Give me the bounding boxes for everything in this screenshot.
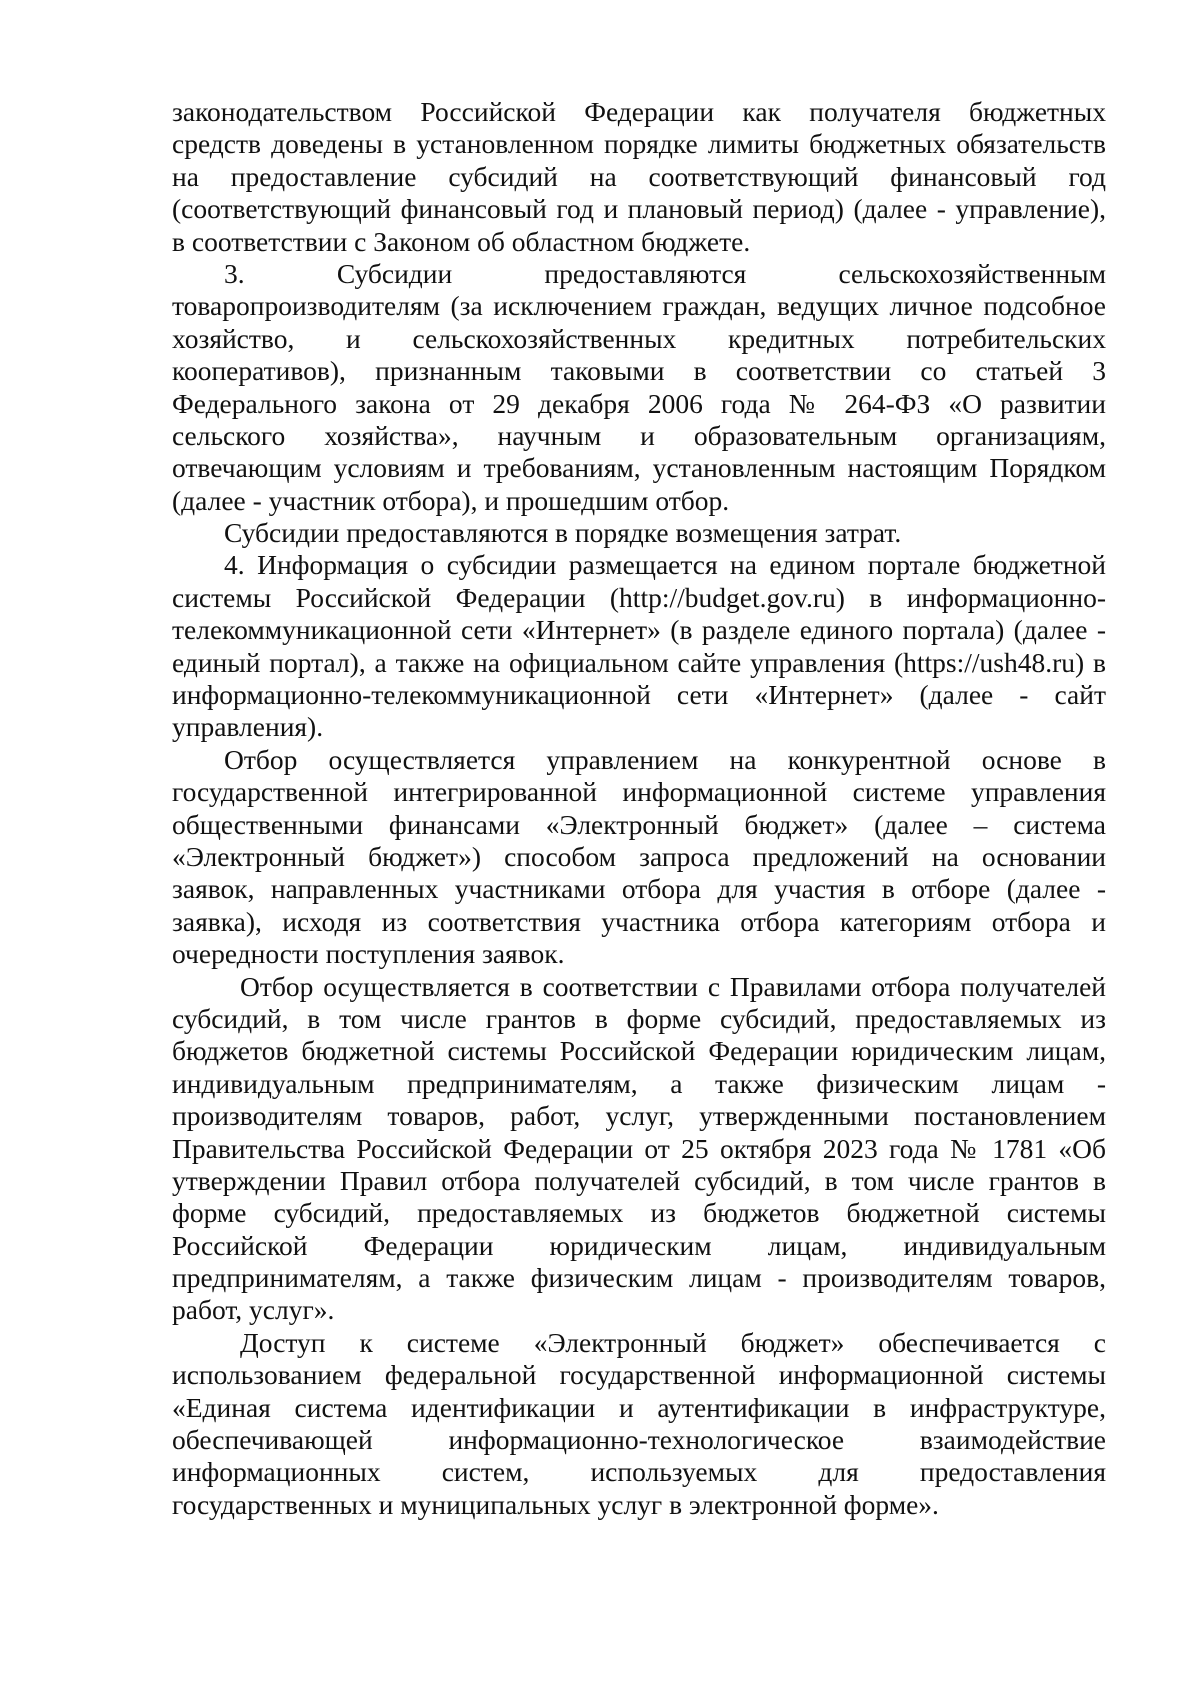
paragraph xyxy=(172,258,1106,517)
text-line: информационных систем, используемых для предоставления xyxy=(172,1456,1106,1488)
paragraph xyxy=(172,549,1106,743)
text-line: общественными финансами «Электронный бюджет» (далее – система xyxy=(172,808,1106,840)
text-line: обеспечивающей информационно-технологическое взаимодействие xyxy=(172,1424,1106,1456)
text-line: государственных и муниципальных услуг в электронной форме». xyxy=(172,1488,939,1520)
paragraph xyxy=(172,971,1106,1327)
text-line: Российской Федерации юридическим лицам, индивидуальным xyxy=(172,1229,1106,1261)
text-line: предпринимателям, а также физическим лицам - производителям товаров, xyxy=(172,1262,1106,1294)
text-line: заявок, направленных участниками отбора для участия в отборе (далее - xyxy=(172,873,1106,905)
text-line: единый портал), а также на официальном сайте управления (https://ush48.ru) в xyxy=(172,646,1106,678)
text-line: Правительства Российской Федерации от 25 октября 2023 года № 1781 «Об xyxy=(172,1132,1106,1164)
text-line: товаропроизводителям (за исключением граждан, ведущих личное подсобное xyxy=(172,290,1106,322)
text-line: «Электронный бюджет») способом запроса предложений на основании xyxy=(172,840,1106,872)
text-line: форме субсидий, предоставляемых из бюджетов бюджетной системы xyxy=(172,1197,1106,1229)
text-line: Доступ к системе «Электронный бюджет» обеспечивается с xyxy=(240,1326,1106,1358)
paragraph xyxy=(172,744,1106,971)
text-line: телекоммуникационной сети «Интернет» (в разделе единого портала) (далее - xyxy=(172,614,1106,646)
paragraph xyxy=(172,1327,1106,1521)
text-line: сельского хозяйства», научным и образовательным организациям, xyxy=(172,419,1106,451)
text-line: государственной интегрированной информационной системе управления xyxy=(172,776,1106,808)
paragraph xyxy=(172,517,1106,549)
text-line: кооперативов), признанным таковыми в соответствии со статьей 3 xyxy=(172,355,1106,387)
text-line: на предоставление субсидий на соответствующий финансовый год xyxy=(172,160,1106,192)
text-line: системы Российской Федерации (http://budget.gov.ru) в информационно- xyxy=(172,581,1106,613)
text-line: 3. Субсидии предоставляются сельскохозяйственным xyxy=(224,257,1106,289)
paragraph xyxy=(172,96,1106,258)
text-line: отвечающим условиям и требованиям, установленным настоящим Порядком xyxy=(172,452,1106,484)
text-line: управления). xyxy=(172,711,324,743)
text-line: очередности поступления заявок. xyxy=(172,938,565,970)
text-line: утверждении Правил отбора получателей субсидий, в том числе грантов в xyxy=(172,1164,1106,1196)
text-line: Федерального закона от 29 декабря 2006 года № 264-ФЗ «О развитии xyxy=(172,387,1106,419)
text-line: работ, услуг». xyxy=(172,1294,335,1326)
text-line: законодательством Российской Федерации как получателя бюджетных xyxy=(172,96,1106,127)
text-line: Отбор осуществляется в соответствии с Правилами отбора получателей xyxy=(240,970,1106,1002)
document-body xyxy=(172,96,1106,1521)
text-line: хозяйство, и сельскохозяйственных кредитных потребительских xyxy=(172,322,1106,354)
text-line: заявка), исходя из соответствия участника отбора категориям отбора и xyxy=(172,905,1106,937)
text-line: Субсидии предоставляются в порядке возмещения затрат. xyxy=(224,517,902,549)
text-line: бюджетов бюджетной системы Российской Федерации юридическим лицам, xyxy=(172,1035,1106,1067)
text-line: информационно-телекоммуникационной сети «Интернет» (далее - сайт xyxy=(172,679,1106,711)
text-line: использованием федеральной государственной информационной системы xyxy=(172,1359,1106,1391)
text-line: (далее - участник отбора), и прошедшим отбор. xyxy=(172,484,730,516)
text-line: 4. Информация о субсидии размещается на едином портале бюджетной xyxy=(224,549,1106,581)
text-line: субсидий, в том числе грантов в форме субсидий, предоставляемых из xyxy=(172,1002,1106,1034)
text-line: Отбор осуществляется управлением на конкурентной основе в xyxy=(224,743,1106,775)
text-line: в соответствии с Законом об областном бюджете. xyxy=(172,225,751,257)
text-line: (соответствующий финансовый год и плановый период) (далее - управление), xyxy=(172,193,1106,225)
text-line: индивидуальным предпринимателям, а также физическим лицам - xyxy=(172,1067,1106,1099)
text-line: «Единая система идентификации и аутентификации в инфраструктуре, xyxy=(172,1391,1106,1423)
text-line: производителям товаров, работ, услуг, утвержденными постановлением xyxy=(172,1100,1106,1132)
text-line: средств доведены в установленном порядке лимиты бюджетных обязательств xyxy=(172,128,1106,160)
